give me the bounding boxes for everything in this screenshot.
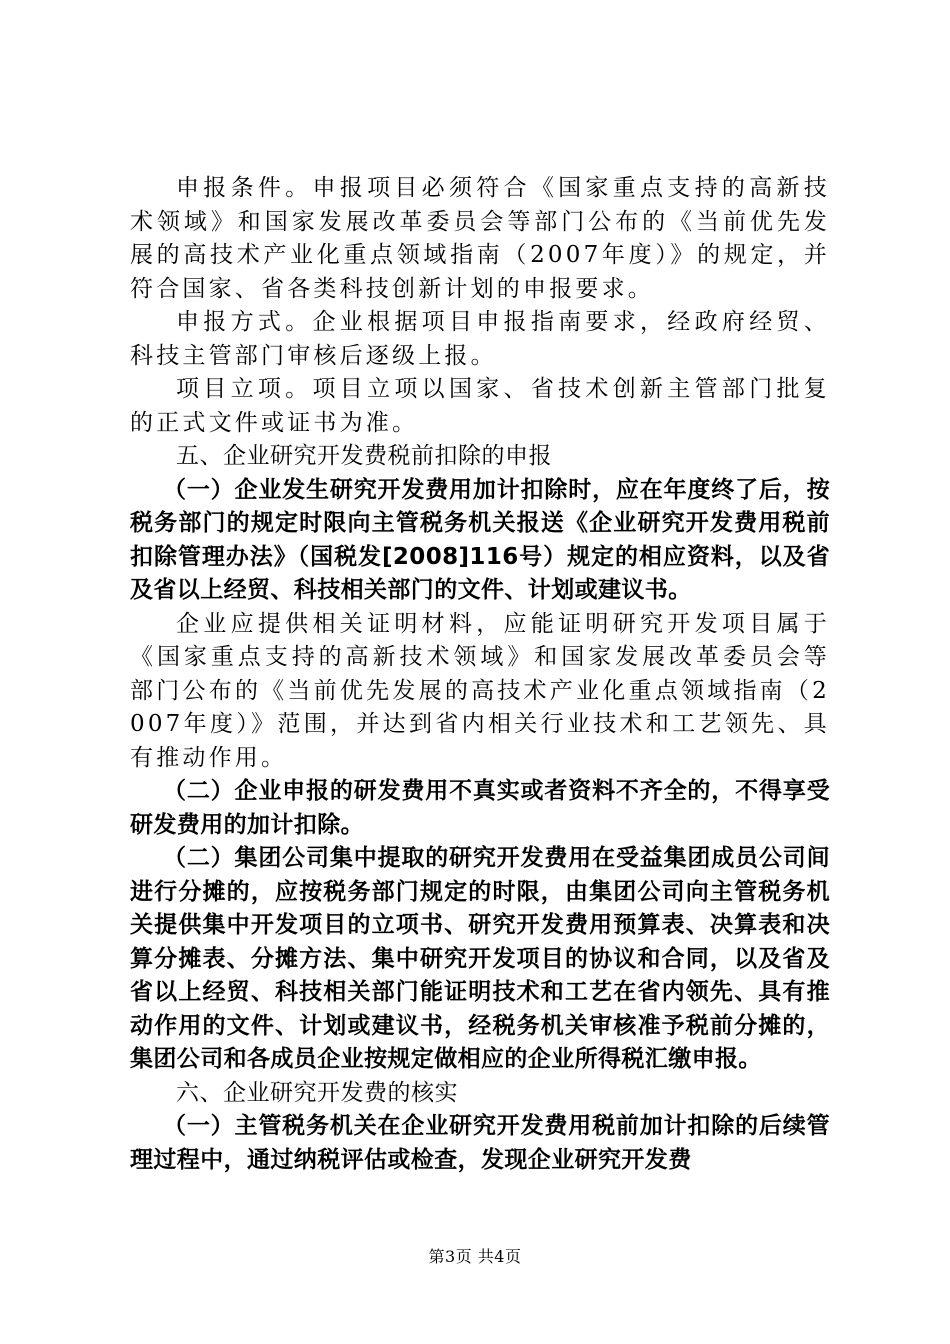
paragraph-five-item-one: （一）企业发生研究开发费用加计扣除时，应在年度终了后，按税务部门的规定时限向主管税务机关报送《企业研究开发费用税前扣除管理办法》（国税发[2008]116号）规定的相应资料，以及省及省以上经贸、科技相关部门的文件、计划或建议书。 — [130, 476, 830, 603]
paragraph-six-item-one: （一）主管税务机关在企业研究开发费用税前加计扣除的后续管理过程中，通过纳税评估或检查，发现企业研究开发费 — [130, 1113, 830, 1173]
page-footer: 第3页 共4页 — [428, 1247, 522, 1266]
paragraph-supporting-materials: 企业应提供相关证明材料，应能证明研究开发项目属于《国家重点支持的高新技术领域》和国家发展改革委员会等部门公布的《当前优先发展的高技术产业化重点领域指南（2007年度）》范围，并达到省内相关行业技术和工艺领先、具有推动作用。 — [130, 610, 830, 771]
paragraph-application-conditions: 申报条件。申报项目必须符合《国家重点支持的高新技术领域》和国家发展改革委员会等部门公布的《当前优先发展的高技术产业化重点领域指南（2007年度）》的规定，并符合国家、省各类科技创新计划的申报要求。 — [130, 175, 830, 302]
paragraph-application-method: 申报方式。企业根据项目申报指南要求，经政府经贸、科技主管部门审核后逐级上报。 — [130, 309, 830, 369]
section-heading-six: 六、企业研究开发费的核实 — [176, 1079, 458, 1106]
paragraph-project-approval: 项目立项。项目立项以国家、省技术创新主管部门批复的正式文件或证书为准。 — [130, 376, 830, 436]
paragraph-five-item-two-group: （二）集团公司集中提取的研究开发费用在受益集团成员公司间进行分摊的，应按税务部门规定的时限，由集团公司向主管税务机关提供集中开发项目的立项书、研究开发费用预算表、决算表和决算分摊表、分摊方法、集中研究开发项目的协议和合同，以及省及省以上经贸、科技相关部门能证明技术和工艺在省内领先、具有推动作用的文件、计划或建议书，经税务机关审核准予税前分摊的，集团公司和各成员企业按规定做相应的企业所得税汇缴申报。 — [130, 845, 830, 1072]
paragraph-five-item-two: （二）企业申报的研发费用不真实或者资料不齐全的，不得享受研发费用的加计扣除。 — [130, 778, 830, 838]
section-heading-five: 五、企业研究开发费税前扣除的申报 — [176, 443, 552, 469]
document-body — [130, 172, 830, 1177]
